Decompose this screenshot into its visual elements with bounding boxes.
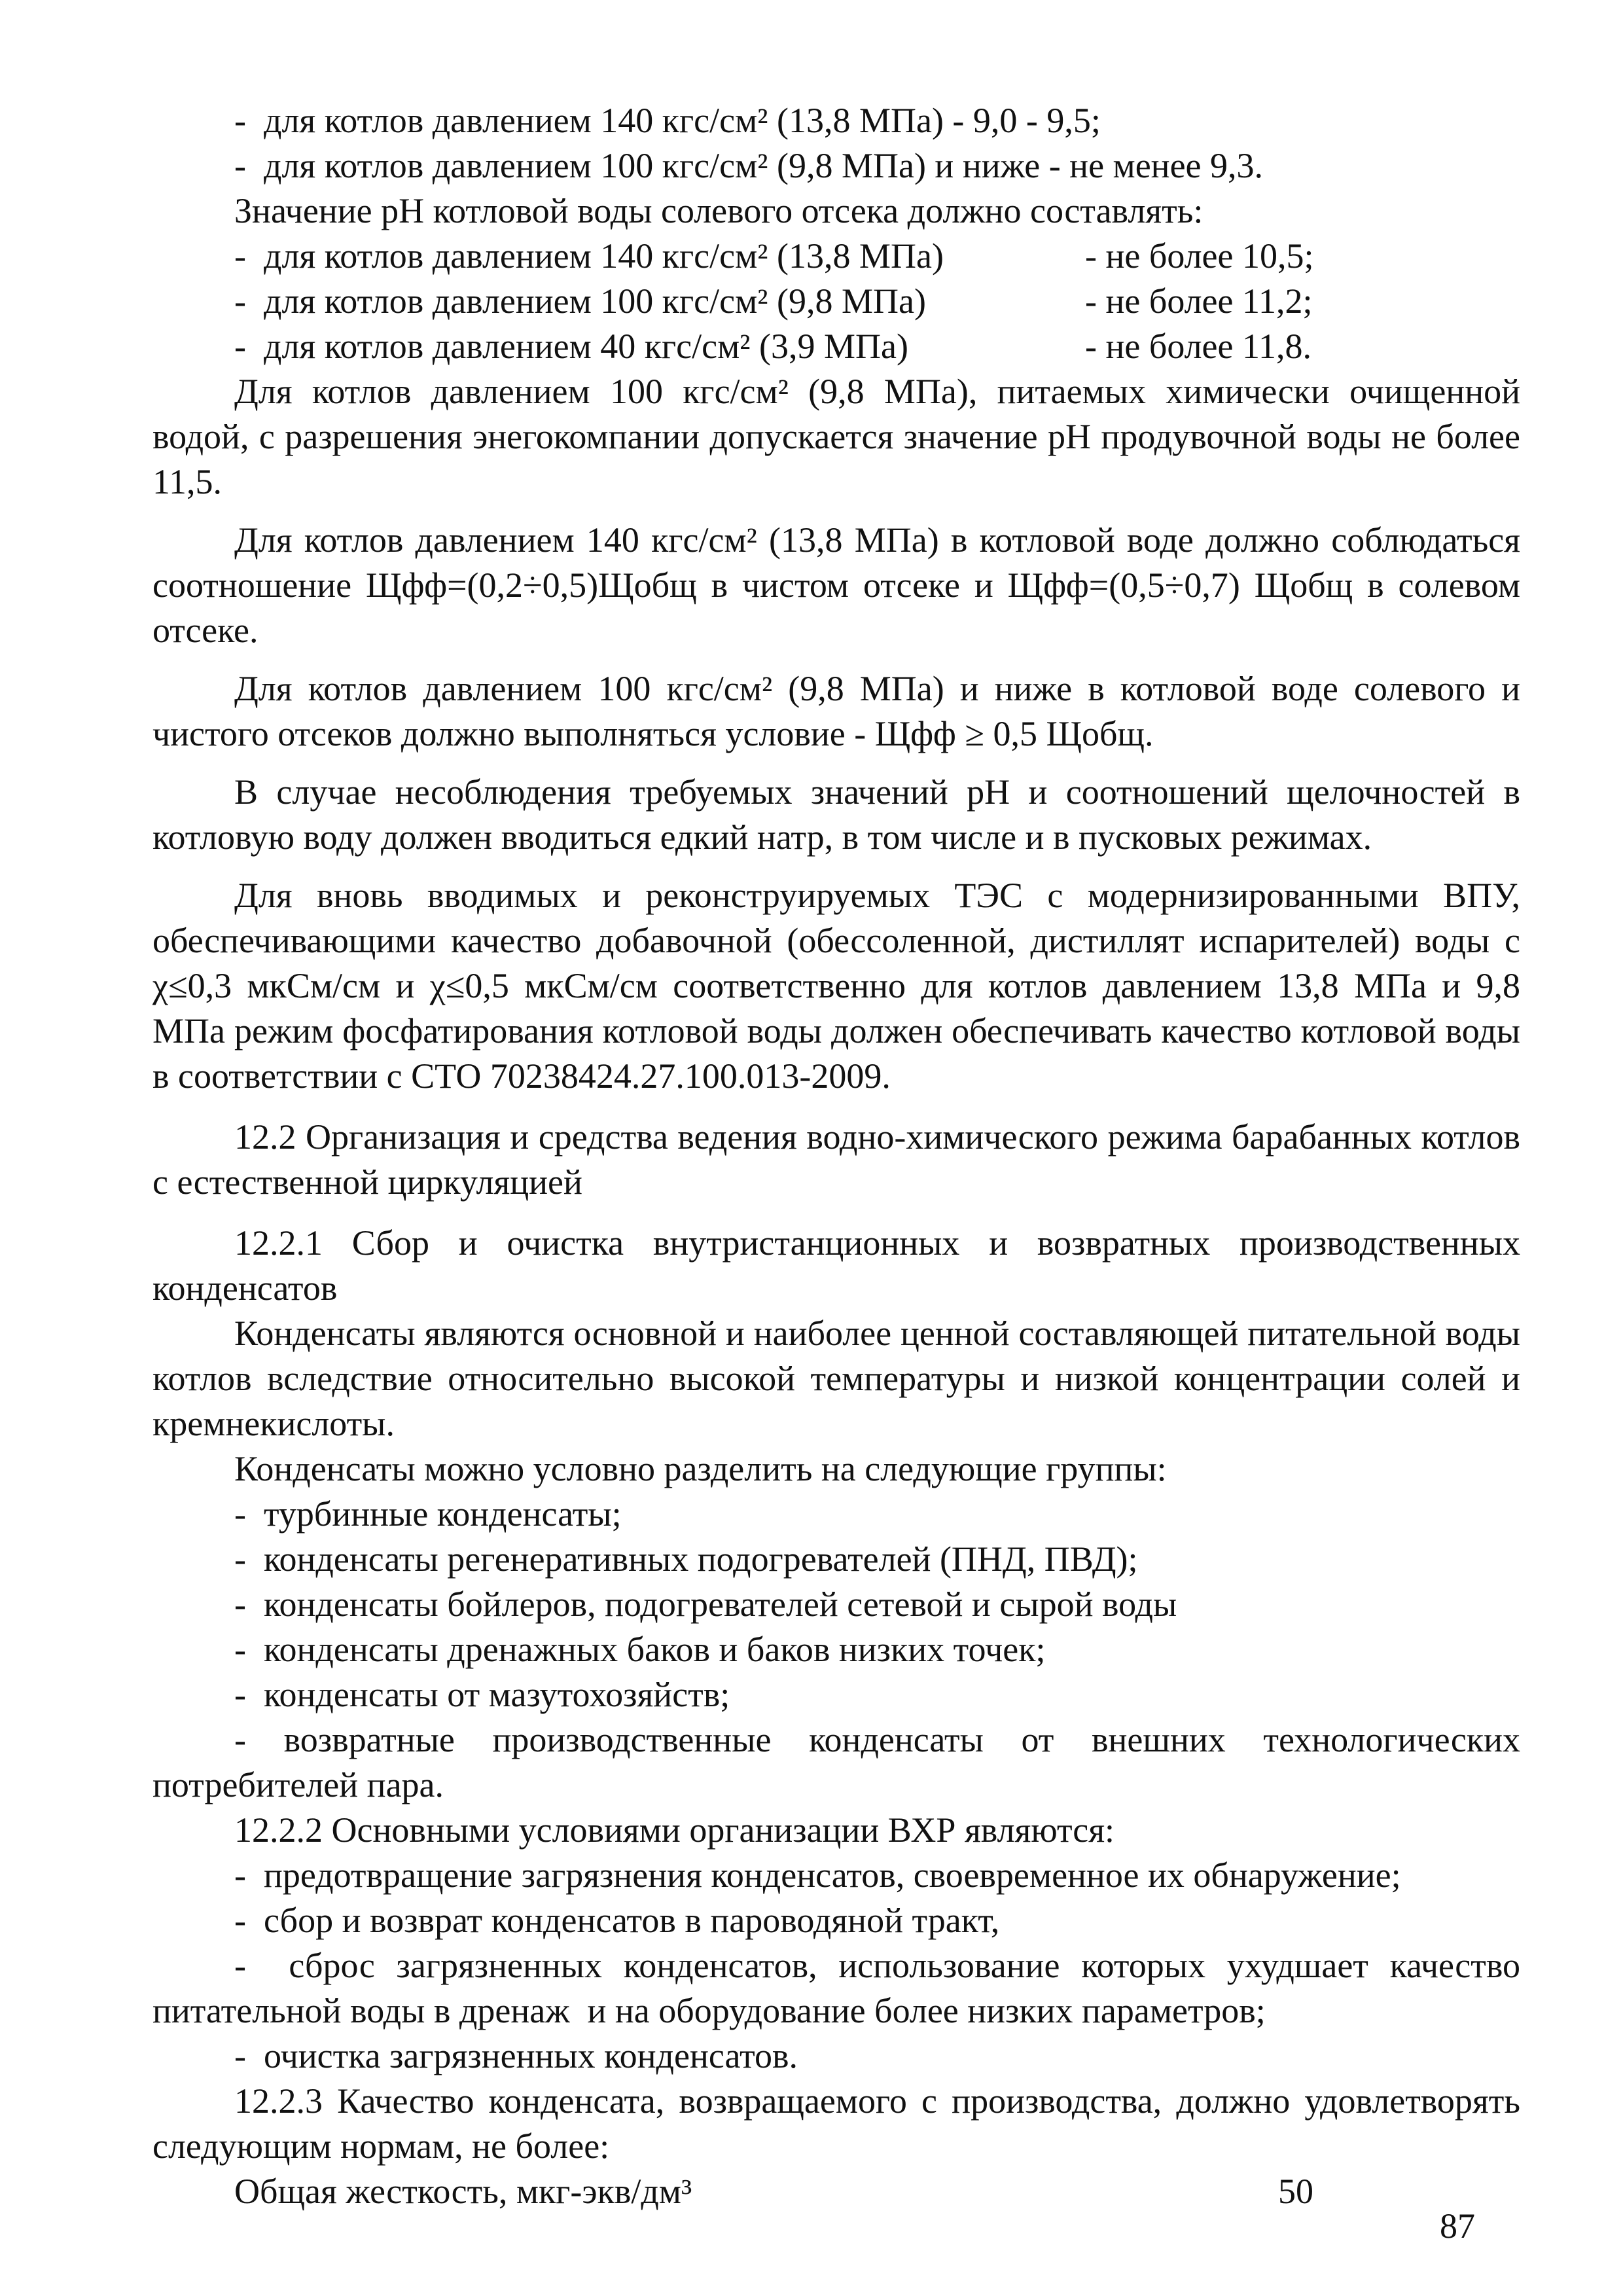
section-heading-12-2: 12.2 Организация и средства ведения водно-химического режима барабанных котлов с естественной циркуляцией <box>152 1117 1520 1202</box>
hardness-value: 50 <box>1278 2172 1313 2211</box>
document-page <box>152 98 1520 2214</box>
section-heading-12-2-1: 12.2.1 Сбор и очистка внутристанционных и возвратных производственных конденсатов <box>152 1223 1520 1308</box>
list-item: - конденсаты от мазутохозяйств; <box>234 1675 730 1714</box>
ph-row <box>152 234 1520 279</box>
ph-row <box>152 279 1520 324</box>
paragraph-naoh: В случае несоблюдения требуемых значений рН и соотношений щелочностей в котловую воду должен вводиться едкий натр, в том числе и в пусковых режимах. <box>152 772 1520 857</box>
paragraph-100-condition: Для котлов давлением 100 кгс/см² (9,8 МПа) и ниже в котловой воде солевого и чистого отсеков должно выполняться условие - Щфф ≥ 0,5 Щобщ. <box>152 669 1520 753</box>
page-number: 87 <box>1440 2206 1475 2246</box>
section-heading-12-2-2: 12.2.2 Основными условиями организации ВХР являются: <box>234 1810 1115 1850</box>
groups-intro: Конденсаты можно условно разделить на следующие группы: <box>234 1449 1167 1488</box>
list-item: - очистка загрязненных конденсатов. <box>234 2036 798 2075</box>
list-item: - конденсаты бойлеров, подогревателей сетевой и сырой воды <box>234 1585 1177 1624</box>
list-item: - конденсаты регенеративных подогревателей (ПНД, ПВД); <box>234 1539 1138 1579</box>
list-item: - предотвращение загрязнения конденсатов, своевременное их обнаружение; <box>234 1856 1401 1895</box>
list-item: - турбинные конденсаты; <box>234 1494 622 1534</box>
paragraph-100-ph: Для котлов давлением 100 кгс/см² (9,8 МПа), питаемых химически очищенной водой, с разрешения энегокомпании допускается значение рН продувочной воды не более 11,5. <box>152 372 1520 501</box>
hardness-label: Общая жесткость, мкг-экв/дм³ <box>234 2172 692 2211</box>
ph-row-value: - не более 10,5; <box>1085 236 1314 276</box>
list-item: - для котлов давлением 140 кгс/см² (13,8 МПа) - 9,0 - 9,5; <box>234 101 1101 140</box>
ph-row-label: - для котлов давлением 140 кгс/см² (13,8 МПа) <box>234 236 944 276</box>
ph-row-label: - для котлов давлением 100 кгс/см² (9,8 МПа) <box>234 281 926 321</box>
paragraph-12-2-3: 12.2.3 Качество конденсата, возвращаемого с производства, должно удовлетворять следующим нормам, не более: <box>152 2081 1520 2166</box>
ph-row-label: - для котлов давлением 40 кгс/см² (3,9 МПа) <box>234 327 908 366</box>
list-item: - возвратные производственные конденсаты от внешних технологических потребителей пара. <box>152 1720 1520 1804</box>
hardness-row <box>234 2169 1520 2214</box>
list-item: - для котлов давлением 100 кгс/см² (9,8 МПа) и ниже - не менее 9,3. <box>234 146 1264 185</box>
ph-row-value: - не более 11,8. <box>1085 327 1311 366</box>
ph-row-value: - не более 11,2; <box>1085 281 1313 321</box>
paragraph-tes: Для вновь вводимых и реконструируемых ТЭС с модернизированными ВПУ, обеспечивающими качество добавочной (обессоленной, дистиллят испарителей) воды с χ≤0,3 мкСм/см и χ≤0,5 мкСм/см соответственно для котлов давлением 13,8 МПа и 9,8 МПа режим фосфатирования котловой воды должен обеспечивать качество котловой воды в соответствии с СТО 70238424.27.100.013-2009. <box>152 876 1520 1096</box>
paragraph-condensates: Конденсаты являются основной и наиболее ценной составляющей питательной воды котлов вследствие относительно высокой температуры и низкой концентрации солей и кремнекислоты. <box>152 1314 1520 1443</box>
list-item: - конденсаты дренажных баков и баков низких точек; <box>234 1630 1046 1669</box>
list-item: - сбор и возврат конденсатов в пароводяной тракт, <box>234 1901 1000 1940</box>
list-item: - сброс загрязненных конденсатов, использование которых ухудшает качество питательной воды в дренаж и на оборудование более низких параметров; <box>152 1946 1520 2030</box>
ph-row <box>152 324 1520 369</box>
paragraph-140-ratio: Для котлов давлением 140 кгс/см² (13,8 МПа) в котловой воде должно соблюдаться соотношение Щфф=(0,2÷0,5)Щобщ в чистом отсеке и Щфф=(0,5÷0,7) Щобщ в солевом отсеке. <box>152 520 1520 650</box>
ph-intro: Значение рН котловой воды солевого отсека должно составлять: <box>234 191 1204 230</box>
